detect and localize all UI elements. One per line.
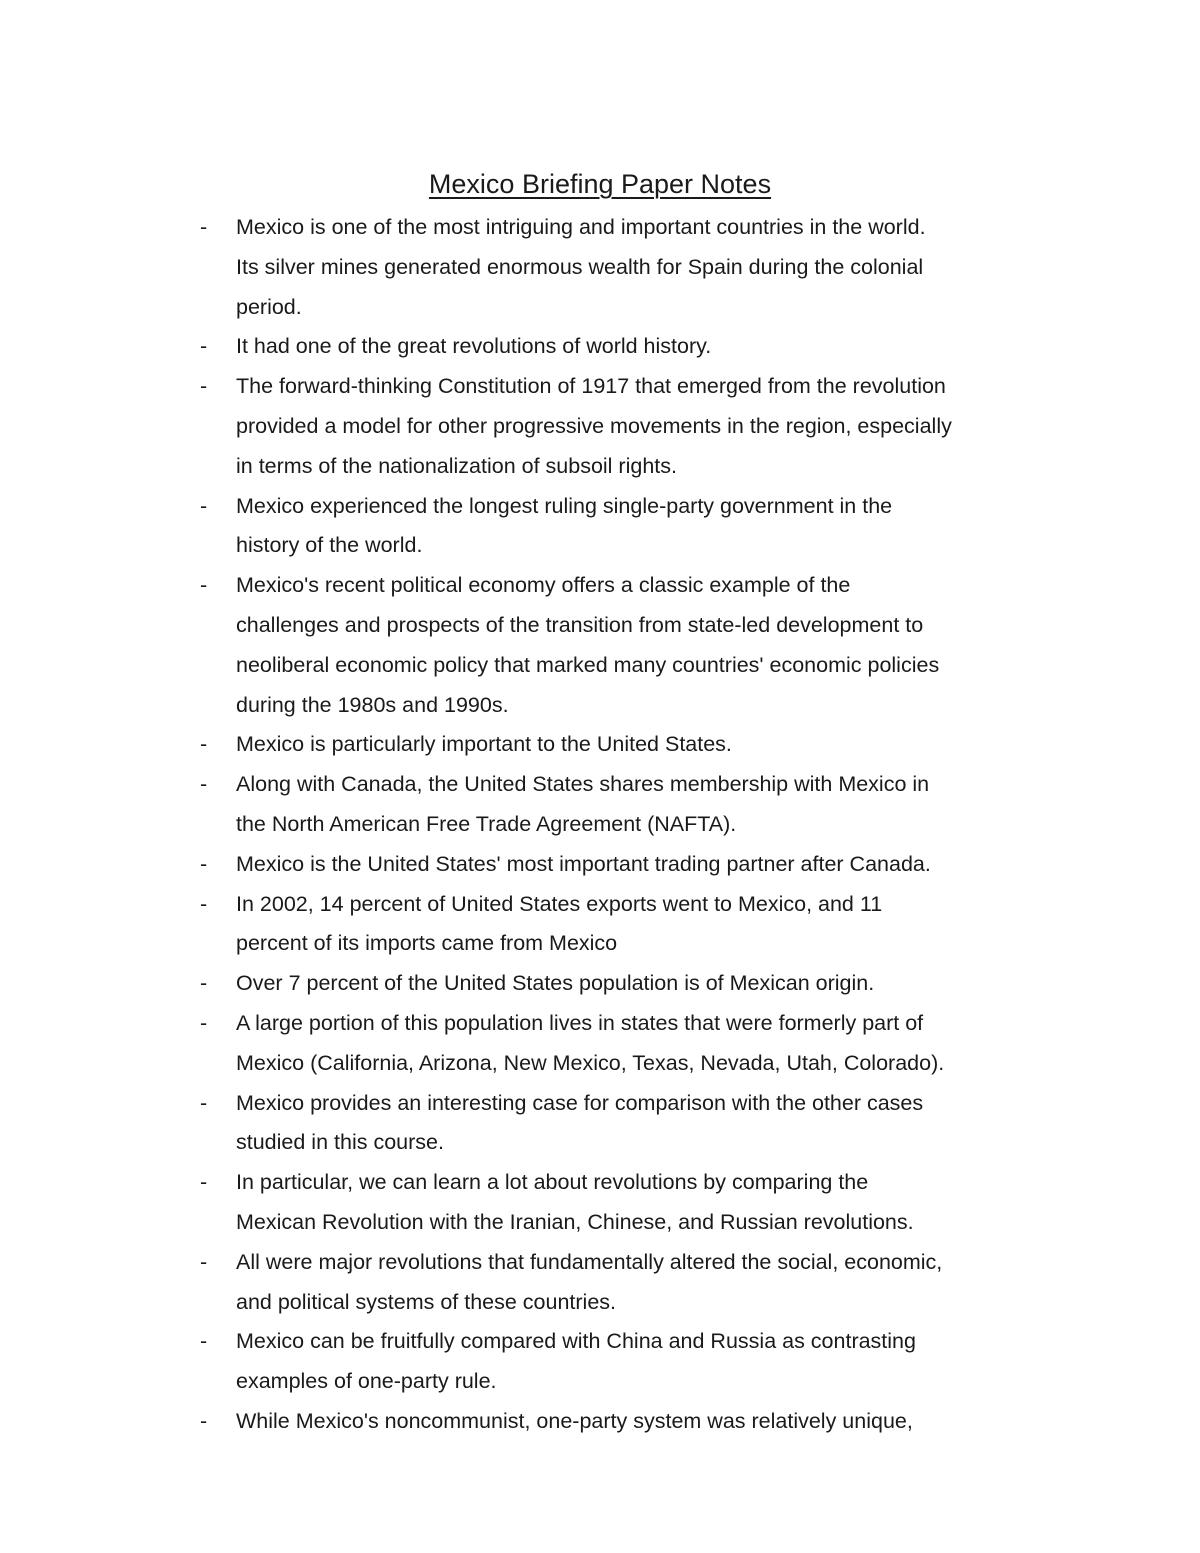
bullet-dash: - [200, 1170, 208, 1195]
bullet-dash: - [200, 1090, 208, 1115]
note-text-line: Along with Canada, the United States shares membership with Mexico in [236, 772, 930, 797]
bullet-dash: - [200, 1249, 208, 1274]
bullet-dash: - [200, 493, 208, 518]
bullet-dash: - [200, 573, 208, 598]
note-item [0, 487, 1036, 567]
note-item [0, 885, 1036, 965]
note-text-line: It had one of the great revolutions of world history. [236, 334, 712, 359]
note-item [0, 1243, 1036, 1323]
note-item [0, 566, 1036, 725]
note-text-line: Mexico is particularly important to the United States. [236, 732, 732, 757]
note-text-line: Mexico's recent political economy offers a classic example of the [236, 573, 851, 598]
note-item [0, 327, 1036, 367]
note-item [0, 1402, 1036, 1442]
note-text-line: period. [236, 294, 302, 319]
note-text-line: during the 1980s and 1990s. [236, 692, 509, 717]
note-text-line: history of the world. [236, 533, 423, 558]
note-text-line: Mexico (California, Arizona, New Mexico, Texas, Nevada, Utah, Colorado). [236, 1050, 945, 1075]
note-text-line: provided a model for other progressive movements in the region, especially [236, 413, 952, 438]
document-title: Mexico Briefing Paper Notes [428, 169, 772, 199]
note-text-line: In particular, we can learn a lot about revolutions by comparing the [236, 1170, 869, 1195]
bullet-dash: - [200, 374, 208, 399]
bullet-dash: - [200, 891, 208, 916]
note-text-line: Mexico can be fruitfully compared with China and Russia as contrasting [236, 1329, 916, 1354]
bullet-dash: - [200, 732, 208, 757]
note-text-line: Mexico is the United States' most important trading partner after Canada. [236, 851, 931, 876]
note-item [0, 725, 1036, 765]
note-text-line: The forward-thinking Constitution of 1917 that emerged from the revolution [236, 374, 946, 399]
bullet-dash: - [200, 215, 208, 239]
note-item [0, 765, 1036, 845]
note-text-line: Mexican Revolution with the Iranian, Chinese, and Russian revolutions. [236, 1209, 914, 1234]
bullet-dash: - [200, 1329, 208, 1354]
bullet-dash: - [200, 851, 208, 876]
note-text-line: In 2002, 14 percent of United States exports went to Mexico, and 11 [236, 891, 883, 916]
note-text-line: All were major revolutions that fundamentally altered the social, economic, [236, 1249, 943, 1274]
bullet-dash: - [200, 1408, 208, 1433]
note-item [0, 1322, 1036, 1402]
note-item [0, 208, 1036, 327]
note-text-line: challenges and prospects of the transition from state-led development to [236, 612, 924, 637]
note-text-line: neoliberal economic policy that marked many countries' economic policies [236, 652, 940, 677]
note-text-line: Mexico experienced the longest ruling single-party government in the [236, 493, 893, 518]
note-text-line: the North American Free Trade Agreement (NAFTA). [236, 811, 737, 836]
bullet-dash: - [200, 1010, 208, 1035]
note-item [0, 1084, 1036, 1164]
note-text-line: in terms of the nationalization of subsoil rights. [236, 453, 677, 478]
note-item [0, 845, 1036, 885]
note-item [0, 1004, 1036, 1084]
note-item [0, 1163, 1036, 1243]
note-item [0, 367, 1036, 486]
note-text-line: and political systems of these countries. [236, 1289, 617, 1314]
note-text-line: While Mexico's noncommunist, one-party system was relatively unique, [236, 1408, 913, 1433]
bullet-dash: - [200, 334, 208, 359]
note-text-line: Its silver mines generated enormous wealth for Spain during the colonial [236, 254, 924, 279]
bullet-dash: - [200, 772, 208, 797]
note-text-line: examples of one-party rule. [236, 1369, 497, 1394]
note-item [0, 964, 1036, 1004]
note-text-line: studied in this course. [236, 1130, 444, 1155]
notes-list [0, 208, 1200, 1442]
bullet-dash: - [200, 971, 208, 996]
note-text-line: A large portion of this population lives in states that were formerly part of [236, 1010, 924, 1035]
note-text-line: Over 7 percent of the United States population is of Mexican origin. [236, 971, 875, 996]
note-text-line: Mexico is one of the most intriguing and important countries in the world. [236, 215, 926, 239]
note-text-line: Mexico provides an interesting case for comparison with the other cases [236, 1090, 924, 1115]
note-text-line: percent of its imports came from Mexico [236, 931, 618, 956]
